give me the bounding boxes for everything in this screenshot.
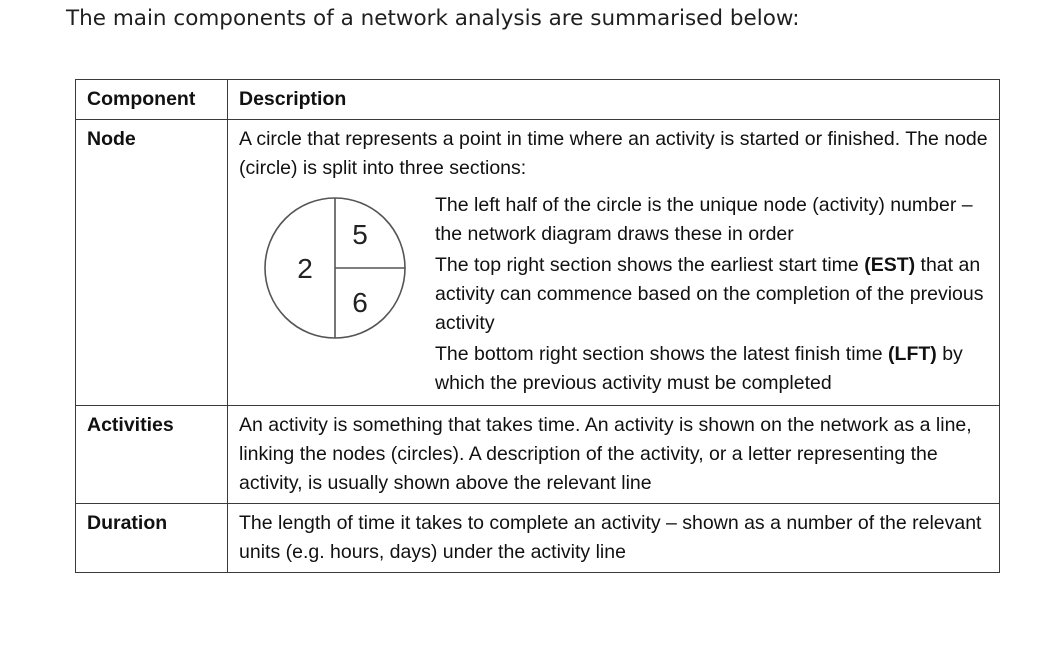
header-description: Description xyxy=(228,80,1000,120)
node-item-lft-rest: by which the previous activity must be completed xyxy=(435,343,963,394)
component-node: Node xyxy=(76,120,228,406)
node-item-lft xyxy=(435,340,989,398)
intro-text: The main components of a network analysis are summarised below: xyxy=(66,6,800,31)
description-node xyxy=(228,120,1000,406)
component-duration: Duration xyxy=(76,504,228,573)
node-item-lft-bold: (LFT) xyxy=(888,343,937,365)
node-item-est-lead: The top right section shows the earliest start time xyxy=(435,254,859,276)
components-table xyxy=(75,79,1000,573)
node-circle-diagram xyxy=(261,194,409,342)
node-item-lft-lead: The bottom right section shows the latest finish time xyxy=(435,343,883,365)
node-item-est-rest: that an activity can commence based on the completion of the previous activity xyxy=(435,254,984,334)
table-row-activities xyxy=(76,406,1000,504)
table-row-node xyxy=(76,120,1000,406)
node-item-number-text: The left half of the circle is the unique node (activity) number – the network diagram draws these in order xyxy=(435,194,973,245)
component-activities: Activities xyxy=(76,406,228,504)
node-number-label: 2 xyxy=(297,253,313,284)
table-row-duration xyxy=(76,504,1000,573)
node-lft-label: 6 xyxy=(352,287,368,318)
description-activities: An activity is something that takes time. An activity is shown on the network as a line, linking the nodes (circles). A description of the activity, or a letter representing the activity, is usually shown above the relevant line xyxy=(228,406,1000,504)
node-description-text: A circle that represents a point in time where an activity is started or finished. The node (circle) is split into three sections: xyxy=(239,128,988,179)
node-diagram xyxy=(239,191,435,341)
description-duration: The length of time it takes to complete an activity – shown as a number of the relevant units (e.g. hours, days) under the activity line xyxy=(228,504,1000,573)
node-item-number xyxy=(435,191,989,249)
header-row xyxy=(76,80,1000,120)
node-item-est xyxy=(435,251,989,338)
node-section-list xyxy=(435,191,989,400)
header-component: Component xyxy=(76,80,228,120)
node-est-label: 5 xyxy=(352,219,368,250)
node-detail xyxy=(239,191,989,400)
node-item-est-bold: (EST) xyxy=(864,254,916,276)
